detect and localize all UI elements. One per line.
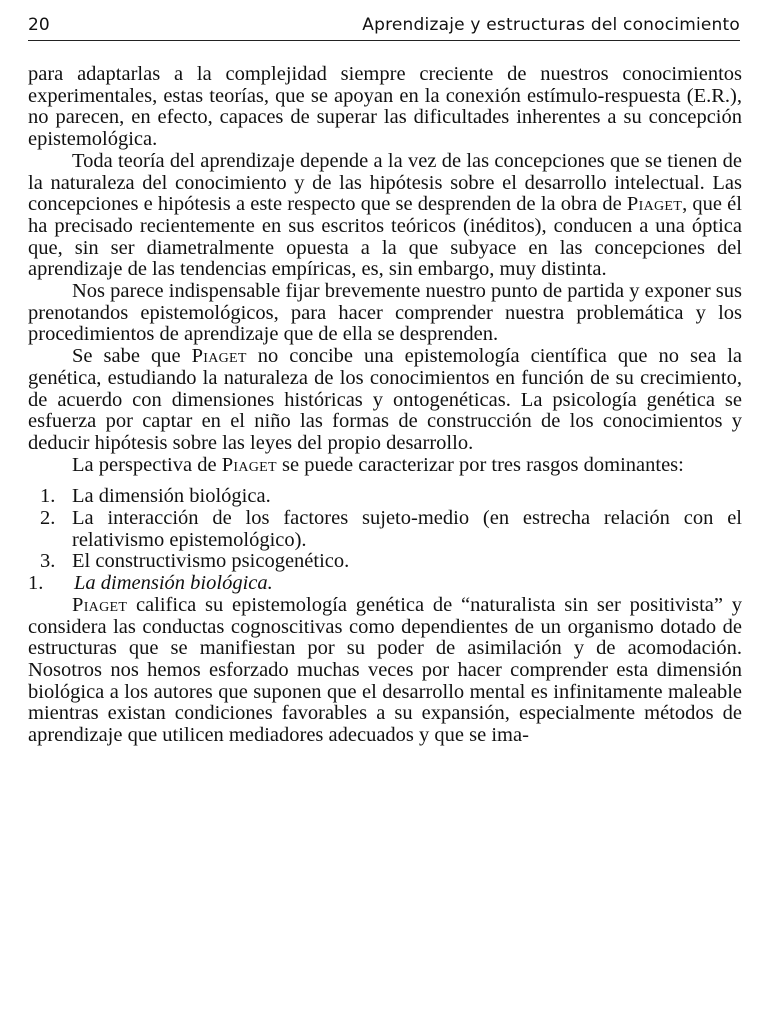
list-item-number: 3. [40,550,56,573]
list-item-text: La dimensión biológica. [72,485,271,508]
paragraph-5 [28,455,742,477]
list-item-text: La interacción de los factores sujeto-medio (en estrecha relación con el relativismo epistemológico). [72,507,742,551]
list-item [28,486,742,508]
section-title: La dimensión biológica. [74,572,273,595]
paragraph-4-text-start: Se sabe que [72,345,192,368]
paragraph-1: para adaptarlas a la complejidad siempre creciente de nuestros conocimientos experimentales, estas teorías, que se apoyan en la conexión estímulo-respuesta (E.R.), no parecen, en efecto, capaces de superar las dificultades inherentes a su concepción epistemológica. [28,63,742,151]
body-text [28,64,742,747]
paragraph-2 [28,151,742,281]
running-head: Aprendizaje y estructuras del conocimiento [362,15,740,35]
list-item-number: 2. [40,507,56,530]
author-name: Piaget [221,453,277,476]
paragraph-4 [28,346,742,455]
paragraph-2-text-start: Toda teoría del aprendizaje depende a la vez de las concepciones que se tienen de la naturaleza del conocimiento y de las hipótesis sobre el desarrollo intelectual. Las concepciones e hipótesis a este respecto que se desprenden de la obra de [28,149,742,216]
page-header [28,12,740,38]
paragraph-2-text-end: , que él ha precisado recientemente en sus escritos teóricos (inéditos), conducen a una óptica que, sin ser diametralmente opuesta a la que subyace en las concepciones del aprendizaje de las tendencias empíricas, es, sin embargo, muy distinta. [28,193,742,281]
section-heading [28,573,742,595]
list-item [28,551,742,573]
paragraph-4-text-end: no concibe una epistemología científica que no sea la genética, estudiando la naturaleza de los conocimientos en función de su crecimiento, de acuerdo con dimensiones históricas y ontogenéticas. La psicología genética se esfuerza por captar en el niño las formas de construcción de los conocimientos y deducir hipótesis sobre las leyes del propio desarrollo. [28,345,742,454]
author-name: Piaget [191,345,247,368]
list-item-text: El constructivismo psicogenético. [72,550,350,573]
paragraph-6 [28,595,742,747]
author-name: Piaget [626,193,683,216]
header-rule [28,40,740,41]
list-item-number: 1. [40,485,56,508]
paragraph-3: Nos parece indispensable fijar brevemente nuestro punto de partida y exponer sus prenotandos epistemológicos, para hacer comprender nuestra problemática y los procedimientos de aprendizaje que de ella se desprenden. [28,280,743,346]
section-number: 1. [28,572,44,595]
paragraph-6-text: califica su epistemología genética de “naturalista sin ser positivista” y considera las conductas cognoscitivas como dependientes de un organismo dotado de estructuras que se manifiestan por su poder de asimilación y de acomodación. Nosotros nos hemos esforzado muchas veces por hacer comprender esta dimensión biológica a los autores que suponen que el desarrollo mental es infinitamente maleable mientras existan condiciones favorables a su expansión, especialmente métodos de aprendizaje que utilicen mediadores adecuados y que se ima- [28,593,742,747]
paragraph-5-text-end: se puede caracterizar por tres rasgos dominantes: [276,453,684,476]
paragraph-5-text-start: La perspectiva de [72,453,222,476]
list-item [28,508,742,551]
author-name: Piaget [72,593,128,616]
page-number: 20 [28,15,50,35]
traits-list [28,486,742,573]
